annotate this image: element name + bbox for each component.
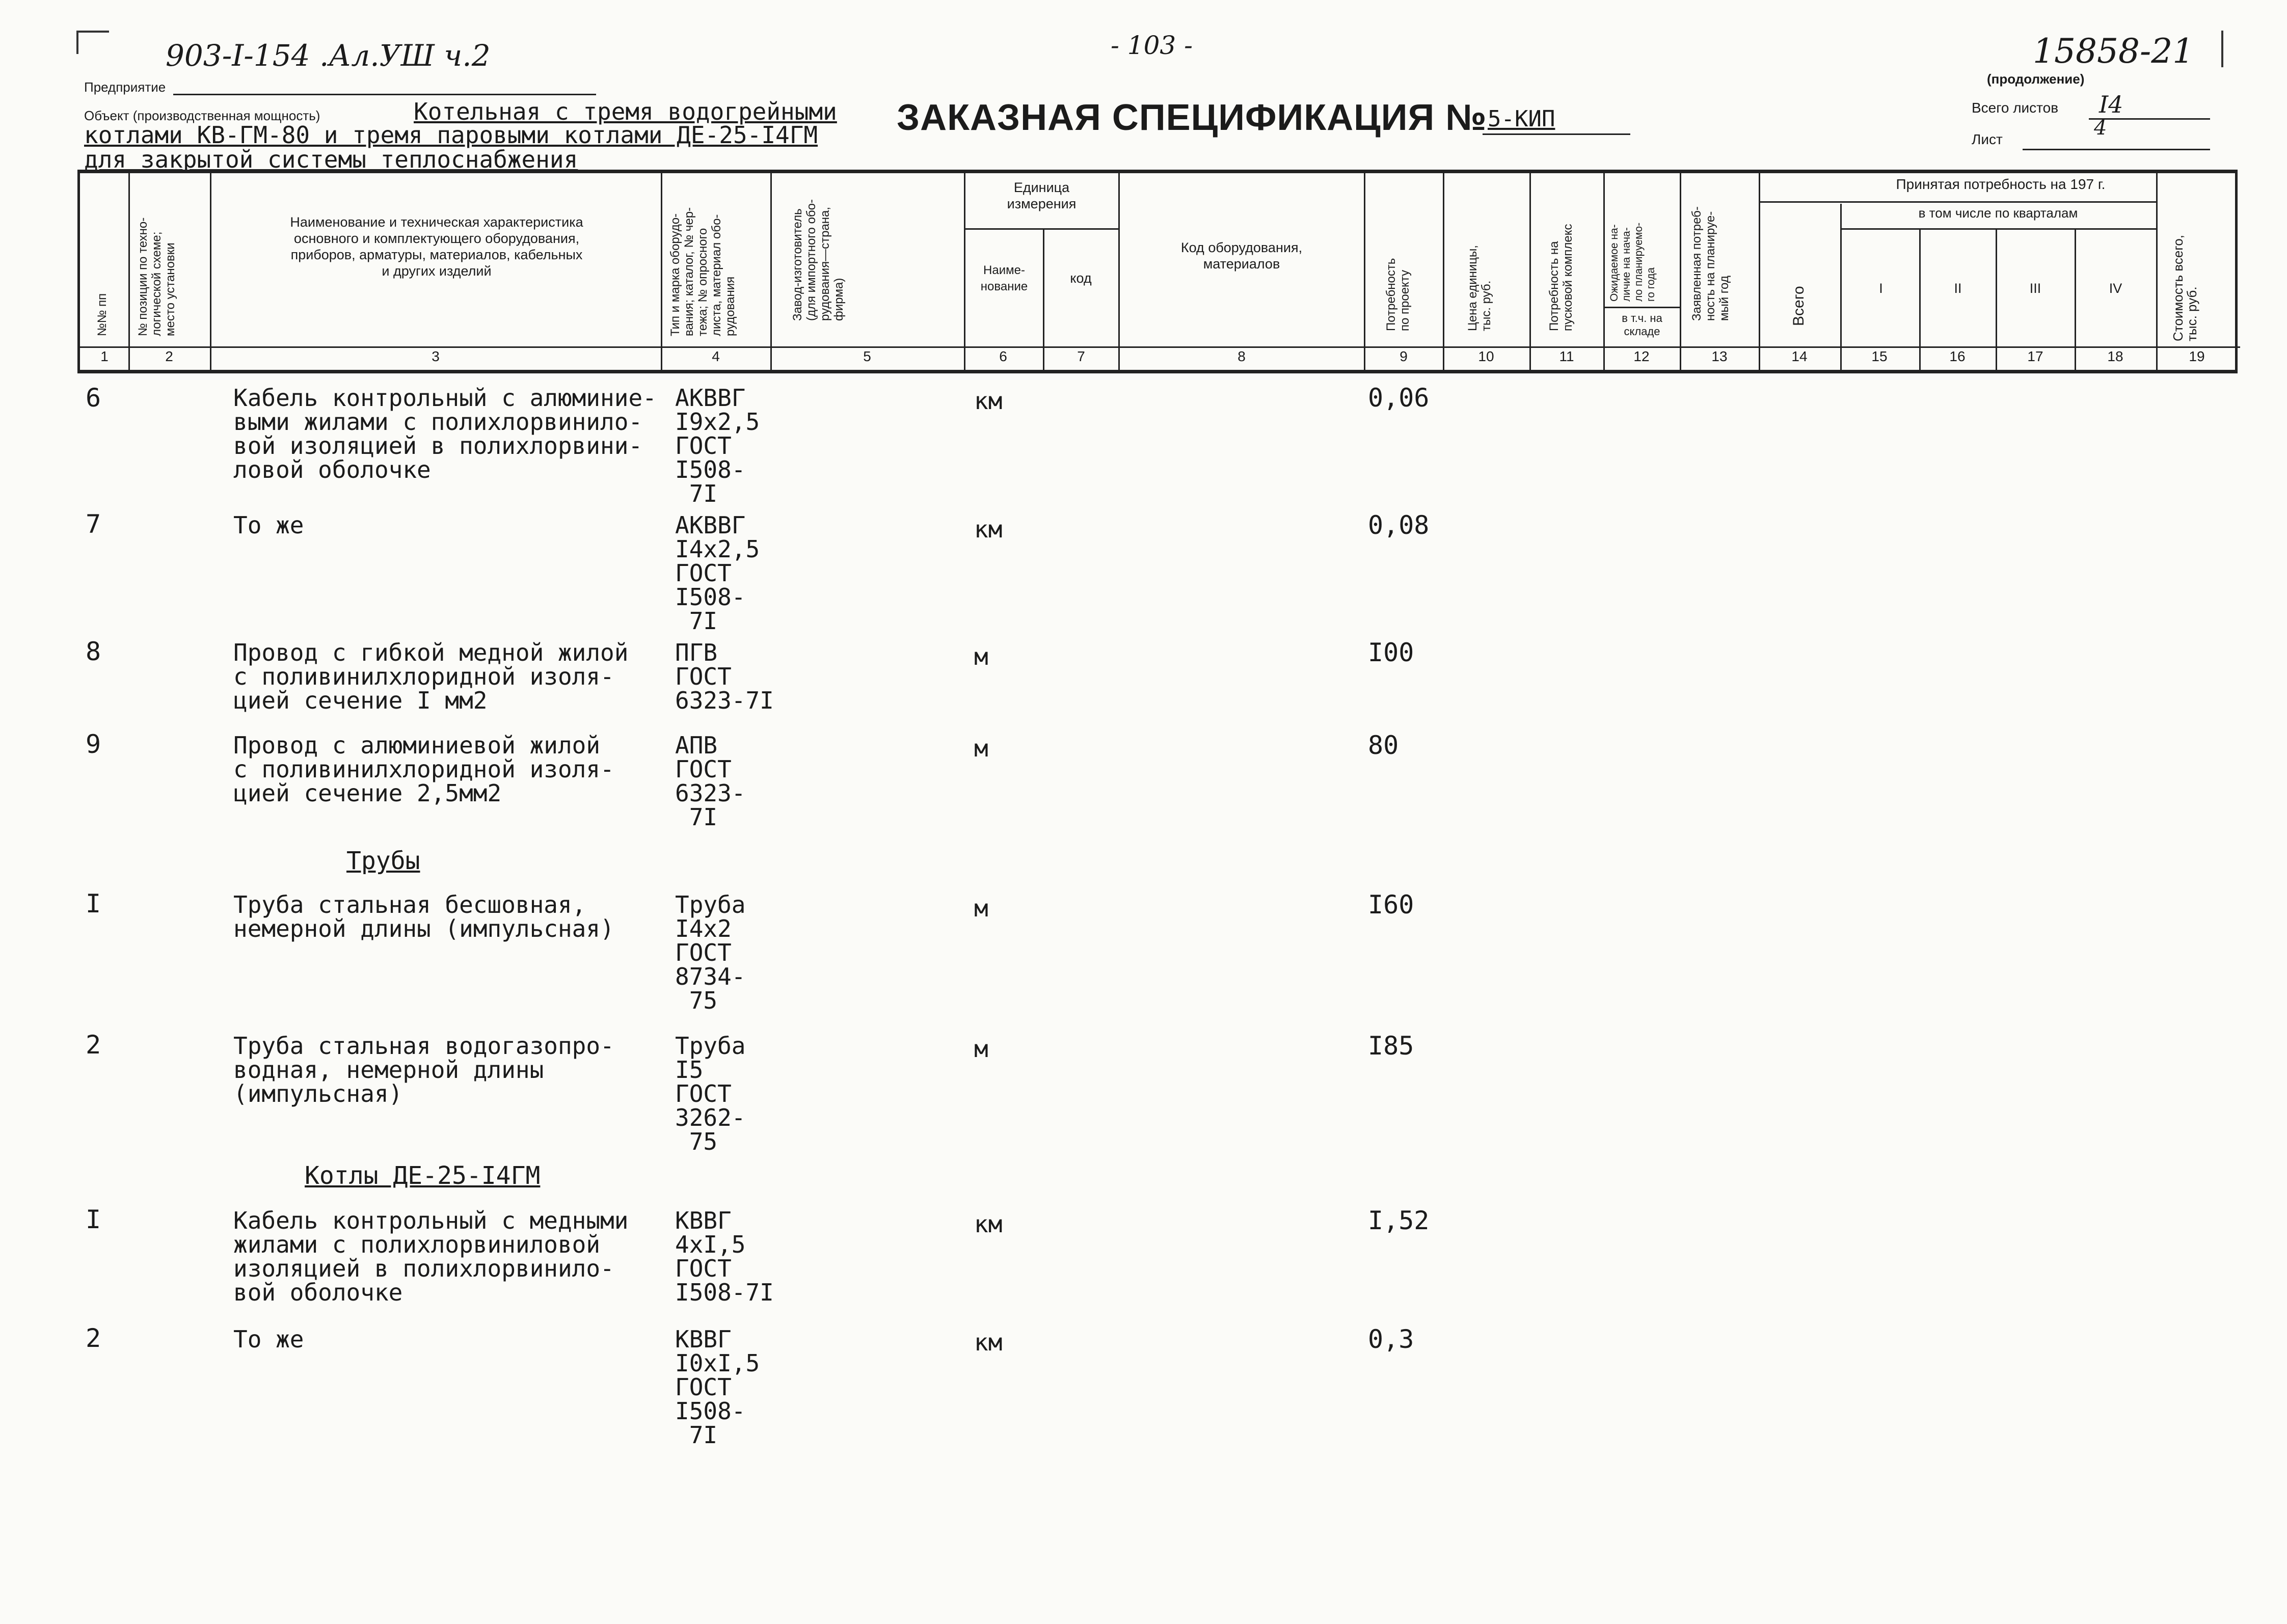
object-line-3: для закрытой системы теплоснабжения [84,146,578,173]
object-line-2: котлами КВ-ГМ-80 и тремя паровыми котлами ДЕ-25-I4ГМ [84,121,818,149]
continuation-label: (продолжение) [1987,71,2085,87]
row-unit: м [974,895,988,922]
row-type: Труба I5 ГОСТ 3262- 75 [675,1032,746,1155]
row-name: То же [233,1325,304,1353]
right-corner-mark [2201,31,2223,67]
enterprise-line [173,94,596,95]
col-num-15: 15 [1871,348,1888,364]
col-num-18: 18 [2107,348,2123,364]
row-qty: 0,06 [1368,383,1430,413]
sheet-line [2023,149,2210,150]
col-header-unit: Единица измерения [1007,180,1077,211]
col-header-12b: в т.ч. на складе [1622,312,1662,338]
col-header-q4: IV [2109,281,2122,296]
row-type: КВВГ I0хI,5 ГОСТ I508- 7I [675,1325,760,1449]
col-num-10: 10 [1478,348,1494,364]
row-type: АПВ ГОСТ 6323- 7I [675,732,746,831]
row-number: 2 [86,1030,101,1060]
row-name: То же [233,511,304,539]
col-num-3: 3 [432,348,440,364]
row-qty: I60 [1368,890,1414,919]
col-header-11: Потребность на пусковой комплекс [1547,224,1575,331]
col-num-7: 7 [1077,348,1085,364]
row-qty: I,52 [1368,1206,1430,1235]
col-header-12a: Ожидаемое на- личие на нача- ло планируемо- го года [1608,222,1657,302]
col-num-13: 13 [1711,348,1728,364]
row-number: 2 [86,1323,101,1353]
col-header-8: Код оборудования, материалов [1180,240,1303,272]
sheet-label: Лист [1972,131,2003,147]
row-unit: км [974,1329,1003,1356]
col-header-q3: III [2029,281,2041,296]
row-unit: км [974,516,1003,543]
sheet-id: 15858-21 [2033,32,2194,71]
row-unit: км [974,387,1003,415]
row-number: 8 [86,637,101,666]
row-name: Провод с алюминиевой жилой с поливинилхлоридной изоля- цией сечение 2,5мм2 [233,732,614,807]
row-unit: м [974,735,988,762]
col-num-19: 19 [2189,348,2205,364]
col-header-10: Цена единицы, тыс. руб. [1466,245,1493,331]
col-num-9: 9 [1400,348,1408,364]
object-label: Объект (производственная мощность) [84,108,320,123]
row-name: Труба стальная бесшовная, немерной длины (импульсная) [233,891,614,942]
row-name: Провод с гибкой медной жилой с поливинилхлоридной изоля- цией сечение I мм2 [233,639,629,714]
total-sheets-label: Всего листов [1972,100,2059,116]
doc-code: 903-I-154 .Ал.УШ ч.2 [166,38,491,73]
row-unit: м [974,643,988,670]
row-type: АКВВГ I9х2,5 ГОСТ I508- 7I [675,384,760,507]
col-header-14: Всего [1790,286,1807,326]
col-num-1: 1 [100,348,109,364]
col-header-byquarters: в том числе по кварталам [1918,205,2078,221]
col-header-9: Потребность по проекту [1384,258,1412,331]
row-qty: 80 [1368,730,1399,760]
col-header-6: Наиме- нование [980,263,1028,293]
row-name: Кабель контрольный с медными жилами с полихлорвиниловой изоляцией в полихлорвинило- вой оболочке [233,1207,629,1306]
object-line-1: Котельная с тремя водогрейными [414,98,837,125]
col-header-3: Наименование и техническая характеристика основного и комплектующего оборудования, приборов, арматуры, материалов, кабельных и других изделий [290,214,583,279]
row-type: ПГВ ГОСТ 6323-7I [675,639,774,714]
enterprise-label: Предприятие [84,79,166,95]
row-number: I [86,889,101,918]
col-num-14: 14 [1791,348,1808,364]
col-num-16: 16 [1949,348,1966,364]
col-header-5: Завод-изготовитель (для импортного обо- рудования—страна, фирма) [791,199,846,321]
col-header-1: №№ пп [95,293,109,336]
row-number: 9 [86,729,101,759]
col-num-11: 11 [1559,348,1574,364]
col-header-7: код [1070,270,1092,286]
column-header-table [77,170,2238,373]
row-type: АКВВГ I4х2,5 ГОСТ I508- 7I [675,511,760,635]
section-pipes-heading: Трубы [346,847,420,875]
col-header-accepted: Принятая потребность на 197 г. [1896,176,2106,192]
col-num-4: 4 [712,348,720,364]
spec-number-line [1483,133,1630,135]
row-qty: I85 [1368,1031,1414,1061]
row-type: КВВГ 4хI,5 ГОСТ I508-7I [675,1207,774,1306]
page-title: ЗАКАЗНАЯ СПЕЦИФИКАЦИЯ № [897,97,1487,138]
row-qty: 0,08 [1368,510,1430,540]
row-name: Труба стальная водогазопро- водная, немерной длины (импульсная) [233,1032,614,1107]
col-header-4: Тип и марка оборудо- вания; каталог, № чер- тежа; № опросного листа, материал обо- рудования [668,207,737,336]
section-boilers-heading: Котлы ДЕ-25-I4ГМ [305,1161,541,1190]
col-num-12: 12 [1633,348,1650,364]
row-number: 7 [86,509,101,539]
row-unit: м [974,1035,988,1063]
col-header-q1: I [1879,281,1883,296]
row-qty: 0,3 [1368,1324,1414,1354]
col-num-5: 5 [863,348,871,364]
row-number: I [86,1205,101,1234]
sheet-value: 4 [2094,116,2107,140]
col-header-19: Стоимость всего, тыс. руб. [2170,235,2199,341]
col-num-8: 8 [1237,348,1246,364]
col-header-2: № позиции по техно- логической схеме; место установки [136,217,177,336]
row-name: Кабель контрольный с алюминие- выми жилами с полихлорвинило- вой изоляцией в полихлорвини- ловой оболочке [233,384,657,483]
col-num-17: 17 [2027,348,2043,364]
col-num-2: 2 [165,348,173,364]
page-number: - 103 - [1111,31,1193,60]
row-unit: км [974,1210,1003,1238]
col-header-q2: II [1954,281,1962,296]
row-number: 6 [86,383,101,413]
row-qty: I00 [1368,638,1414,667]
col-header-13: Заявленная потреб- ность на планируе- мый год [1690,206,1731,321]
total-sheets-line [2089,118,2210,120]
spec-number: 5-КИП [1488,106,1555,132]
row-type: Труба I4х2 ГОСТ 8734- 75 [675,891,746,1014]
corner-mark [76,31,109,54]
col-num-6: 6 [999,348,1007,364]
total-sheets-value: I4 [2099,91,2123,118]
